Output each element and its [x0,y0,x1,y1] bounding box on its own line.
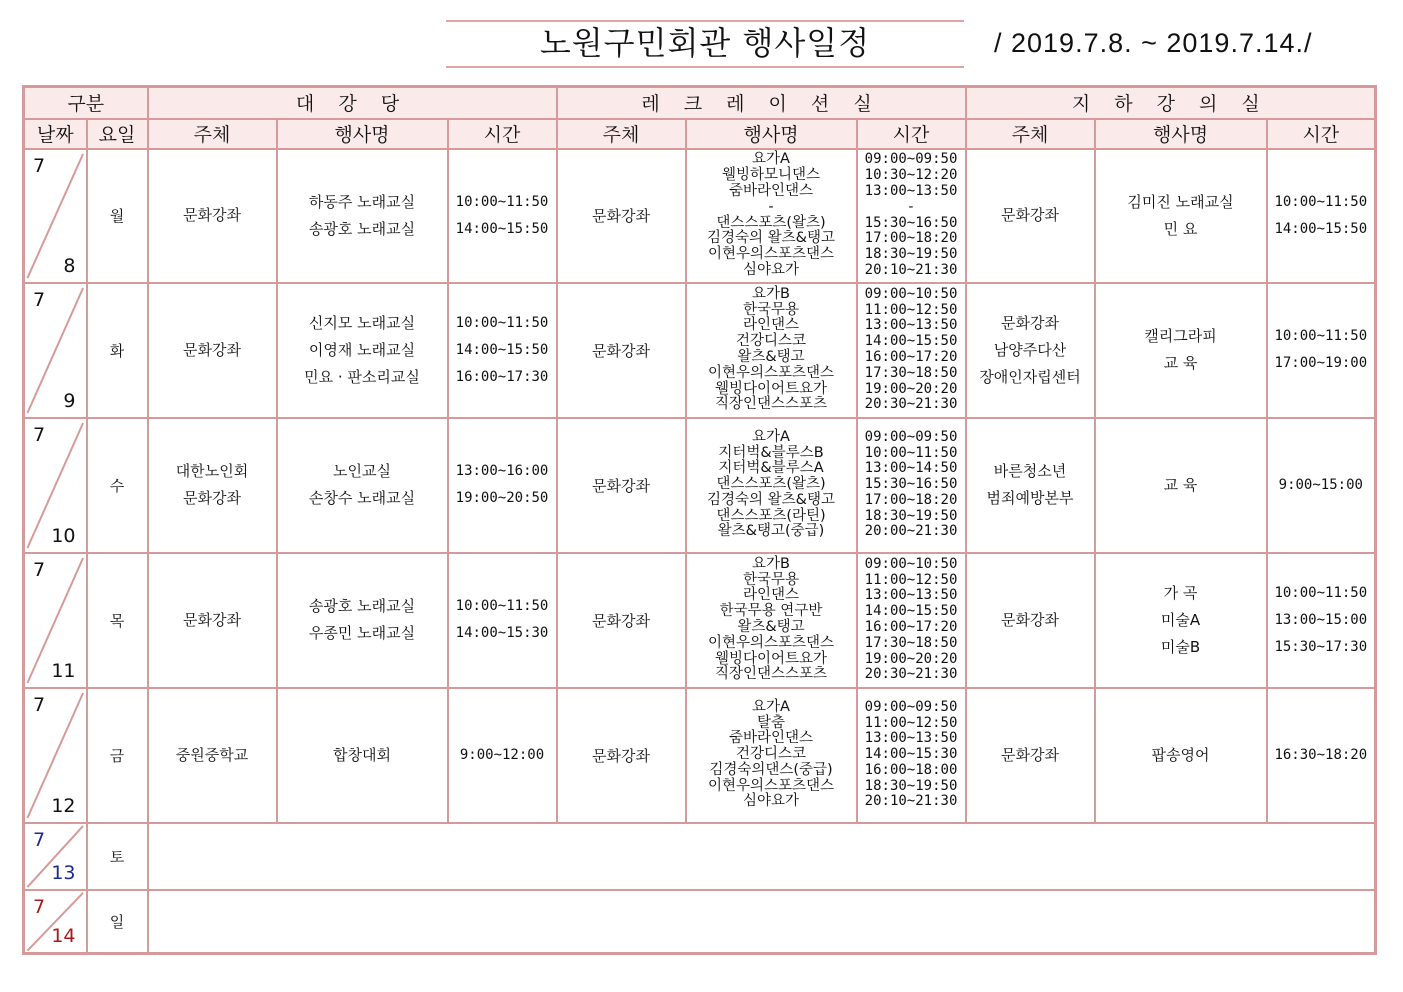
time-line: 14:00~15:50 [455,341,549,358]
host-line: 문화강좌 [183,489,241,507]
day-row [24,553,1376,688]
event-line: 하동주 노래교실 [308,192,416,211]
date-cell [24,688,87,823]
host-line: 남양주다산 [993,340,1067,359]
recreation-host: 문화강좌 [557,149,686,283]
time-line: 09:00~09:50 [864,151,958,168]
host-line: 문화강좌 [183,340,241,359]
basement-events [1095,149,1267,283]
host-line: 문화강좌 [183,206,241,224]
date-header: 날짜 [24,119,87,149]
event-line: 이영재 노래교실 [308,340,416,359]
hall-header-auditorium: 대 강 당 [148,87,557,119]
basement-times [1267,283,1376,418]
event-line: 가 곡 [1163,583,1198,602]
event-line: 신지모 노래교실 [308,313,416,332]
auditorium-times [448,418,557,553]
recreation-times [857,418,966,553]
recreation-events [686,688,857,823]
hall-header-recreation: 레 크 레 이 션 실 [557,87,966,119]
date-month: 7 [33,558,46,581]
time-line: 17:00~18:20 [864,230,958,247]
event-line: 웰빙하모니댄스 [721,167,821,184]
event-line: 댄스스포츠(왈츠) [716,476,826,493]
date-day: 12 [51,794,76,817]
time-line: 16:00~18:00 [864,761,958,778]
event-line: 송광호 노래교실 [308,219,416,238]
time-line: 18:30~19:50 [864,507,958,524]
event-line: 지터벅&블루스A [718,460,824,477]
basement-host [966,149,1095,283]
date-day: 11 [51,659,76,682]
event-line: 라인댄스 [743,587,800,604]
event-line: 심야요가 [743,261,800,278]
event-line: 김경숙의 왈츠&탱고 [707,491,835,508]
event-line: 노인교실 [333,462,391,480]
time-line: 09:00~10:50 [864,285,958,302]
recreation-events [686,149,857,283]
time-line: 14:00~15:30 [455,625,549,641]
date-cell [24,149,87,283]
event-line: 웰빙다이어트요가 [714,650,828,667]
event-line: 팝송영어 [1151,745,1210,764]
event-line: 줌바라인댄스 [728,182,814,199]
time-line: 10:00~11:50 [455,598,549,614]
date-cell [24,418,87,553]
time-header: 시간 [448,119,557,149]
recreation-events [686,553,857,688]
category-header: 구분 [24,87,148,119]
time-line: 15:30~17:30 [1274,638,1368,655]
time-line: 09:00~09:50 [864,698,958,715]
host-line: 문화강좌 [183,610,241,629]
weekday-cell: 토 [87,823,148,890]
time-line: 14:00~15:50 [1274,220,1368,237]
recreation-events [686,418,857,553]
event-line: 요가A [752,698,790,715]
basement-host [966,553,1095,688]
time-line: 20:00~21:30 [864,523,958,540]
event-line: 김경숙의 왈츠&탱고 [707,230,835,247]
recreation-host: 문화강좌 [557,688,686,823]
auditorium-events [277,418,448,553]
header-row-halls [24,87,1376,119]
time-line: 09:00~10:50 [864,555,958,572]
weekday-cell: 화 [87,283,148,418]
time-line: 14:00~15:50 [864,603,958,620]
event-line: 요가B [752,285,790,302]
time-line: 11:00~12:50 [864,714,958,731]
time-line: 9:00~15:00 [1278,476,1363,493]
event-line: 왈츠&탱고 [737,349,805,365]
basement-host [966,418,1095,553]
host-header: 주체 [966,119,1095,149]
event-line: 웰빙다이어트요가 [714,380,828,397]
time-line: 20:30~21:30 [864,396,958,413]
event-line: 댄스스포츠(왈츠) [716,214,826,231]
event-line: 미술A [1160,610,1201,629]
host-line: 중원중학교 [175,745,249,764]
event-header: 행사명 [1095,119,1267,149]
recreation-host: 문화강좌 [557,418,686,553]
event-line: 이현우의스포츠댄스 [707,364,835,381]
time-line: 17:00~18:20 [864,491,958,508]
recreation-host: 문화강좌 [557,283,686,418]
event-line: 요가A [752,428,790,445]
recreation-times [857,283,966,418]
time-line: 10:00~11:50 [455,314,549,331]
auditorium-times [448,283,557,418]
time-line: 15:30~16:50 [864,214,958,231]
weekday-cell: 목 [87,553,148,688]
basement-times [1267,418,1376,553]
time-line: 17:00~19:00 [1274,355,1368,371]
weekday-header: 요일 [87,119,148,149]
time-line: 9:00~12:00 [459,746,545,763]
title-banner [446,20,964,68]
basement-events [1095,688,1267,823]
event-line: 한국무용 [743,571,800,588]
time-line: 19:00~20:20 [864,380,958,397]
event-line: 왈츠&탱고 [737,619,805,635]
weekday-cell: 일 [87,890,148,954]
basement-host [966,688,1095,823]
weekday-cell: 수 [87,418,148,553]
auditorium-host [148,553,277,688]
event-line: 합창대회 [333,745,391,764]
time-line: 19:00~20:50 [455,490,549,506]
time-line: 20:30~21:30 [864,666,958,683]
time-header: 시간 [1267,119,1376,149]
host-header: 주체 [557,119,686,149]
empty-schedule [148,890,1376,954]
time-line: 16:00~17:20 [864,619,958,635]
event-line: 이현우의스포츠댄스 [707,246,835,263]
day-row [24,283,1376,418]
time-line: 14:00~15:50 [864,333,958,350]
time-line: 20:10~21:30 [864,261,958,278]
host-line: 문화강좌 [1001,745,1060,764]
host-line: 문화강좌 [1001,610,1060,629]
event-line: 김경숙의댄스(중급) [709,761,833,778]
date-day: 9 [63,389,76,412]
auditorium-events [277,283,448,418]
basement-times [1267,149,1376,283]
date-month: 7 [33,154,46,177]
event-line: 한국무용 연구반 [719,603,823,620]
event-line: 이현우의스포츠댄스 [707,777,835,794]
event-line: - [768,198,774,215]
event-line: 민요 · 판소리교실 [304,367,420,386]
page-title: 노원구민회관 행사일정 [539,24,871,62]
time-line: 17:30~18:50 [864,634,958,651]
auditorium-host [148,149,277,283]
recreation-times [857,149,966,283]
time-line: - [906,198,916,215]
recreation-times [857,688,966,823]
time-line: 10:00~11:50 [864,444,958,461]
date-month: 7 [33,288,46,311]
weekend-row [24,823,1376,890]
event-line: 송광호 노래교실 [308,597,416,615]
time-line: 11:00~12:50 [864,571,958,588]
auditorium-events [277,553,448,688]
date-month: 7 [33,828,46,851]
header-row-columns [24,119,1376,149]
schedule-period: / 2019.7.8. ~ 2019.7.14./ [994,28,1313,58]
basement-times [1267,688,1376,823]
weekday-cell: 월 [87,149,148,283]
time-line: 14:00~15:30 [864,746,958,763]
host-line: 바른청소년 [993,462,1067,480]
event-line: 라인댄스 [743,317,800,334]
time-line: 13:00~16:00 [455,463,549,479]
event-line: 지터벅&블루스B [718,444,824,461]
time-line: 10:00~11:50 [1274,328,1368,344]
date-month: 7 [33,895,46,918]
recreation-events [686,283,857,418]
time-line: 19:00~20:20 [864,650,958,667]
event-header: 행사명 [277,119,448,149]
hall-header-basement: 지 하 강 의 실 [966,87,1376,119]
host-line: 장애인자립센터 [979,367,1081,386]
event-line: 교 육 [1163,354,1198,372]
time-line: 20:10~21:30 [864,793,958,810]
time-line: 10:00~11:50 [1274,193,1368,210]
basement-times [1267,553,1376,688]
time-line: 13:00~13:50 [864,587,958,604]
time-line: 11:00~12:50 [864,301,958,318]
event-line: 이현우의스포츠댄스 [707,634,835,651]
basement-host [966,283,1095,418]
host-header: 주체 [148,119,277,149]
auditorium-times [448,149,557,283]
date-day: 14 [51,925,76,947]
time-line: 13:00~15:00 [1274,611,1368,628]
auditorium-events [277,149,448,283]
time-line: 13:00~13:50 [864,317,958,334]
event-line: 탈춤 [757,714,786,731]
time-line: 10:00~11:50 [1274,584,1368,601]
day-row [24,418,1376,553]
day-row [24,688,1376,823]
event-line: 요가A [752,151,790,168]
time-line: 16:00~17:30 [455,368,549,385]
auditorium-events [277,688,448,823]
event-line: 댄스스포츠(라틴) [716,507,826,524]
host-line: 대한노인회 [175,462,249,480]
auditorium-times [448,688,557,823]
auditorium-times [448,553,557,688]
date-day: 10 [51,524,76,547]
event-line: 왈츠&탱고(중급) [717,523,825,540]
host-line: 범죄예방본부 [986,489,1074,507]
event-line: 한국무용 [743,301,800,318]
basement-events [1095,418,1267,553]
weekend-row [24,890,1376,954]
weekday-cell: 금 [87,688,148,823]
time-line: 15:30~16:50 [864,476,958,493]
event-line: 손창수 노래교실 [308,489,416,507]
basement-events [1095,553,1267,688]
time-header: 시간 [857,119,966,149]
event-line: 심야요가 [743,793,800,810]
event-line: 줌바라인댄스 [728,730,814,747]
time-line: 18:30~19:50 [864,777,958,794]
event-line: 요가B [752,555,790,572]
day-row [24,149,1376,283]
time-line: 13:00~14:50 [864,460,958,477]
time-line: 13:00~13:50 [864,182,958,199]
time-line: 14:00~15:50 [455,220,549,237]
host-line: 문화강좌 [1001,313,1060,332]
event-line: 미술B [1160,637,1201,656]
date-day: 8 [63,254,76,277]
event-line: 건강디스코 [735,333,807,350]
time-line: 13:00~13:50 [864,730,958,747]
event-line: 직장인댄스스포츠 [714,396,828,413]
auditorium-host [148,283,277,418]
date-cell [24,553,87,688]
event-line: 김미진 노래교실 [1127,192,1234,211]
event-line: 캘리그라피 [1144,327,1217,345]
time-line: 16:00~17:20 [864,349,958,365]
auditorium-host [148,418,277,553]
time-line: 16:30~18:20 [1274,746,1368,763]
event-line: 직장인댄스스포츠 [714,666,828,683]
time-line: 10:30~12:20 [864,167,958,184]
recreation-times [857,553,966,688]
basement-events [1095,283,1267,418]
time-line: 17:30~18:50 [864,364,958,381]
event-header: 행사명 [686,119,857,149]
time-line: 18:30~19:50 [864,246,958,263]
date-day: 13 [51,861,76,884]
event-line: 우종민 노래교실 [308,624,416,642]
date-month: 7 [33,693,46,716]
date-cell [24,283,87,418]
time-line: 09:00~09:50 [864,428,958,445]
auditorium-host [148,688,277,823]
schedule-table [22,85,1377,955]
empty-schedule [148,823,1376,890]
date-cell [24,890,87,954]
event-line: 건강디스코 [735,746,807,763]
date-cell [24,823,87,890]
time-line: 10:00~11:50 [455,193,549,210]
host-line: 문화강좌 [1001,206,1060,224]
recreation-host: 문화강좌 [557,553,686,688]
event-line: 민 요 [1163,219,1198,238]
date-month: 7 [33,423,46,446]
event-line: 교 육 [1163,475,1198,494]
